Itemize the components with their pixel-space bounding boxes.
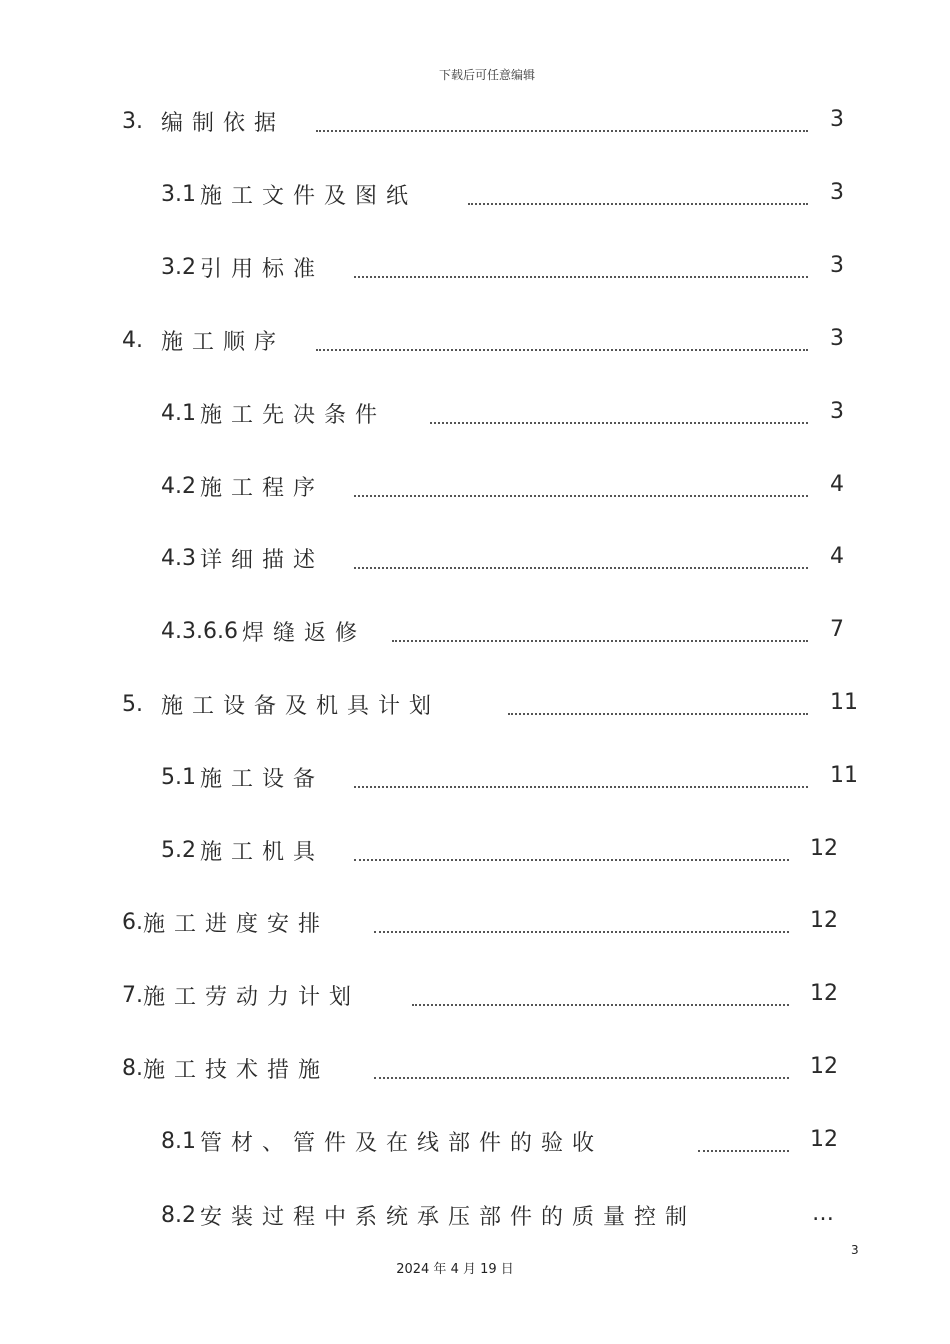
toc-leader — [354, 565, 808, 569]
toc-entry[interactable] — [122, 324, 285, 356]
page-header: 下载后可任意编辑 — [438, 68, 535, 82]
toc-leader — [508, 711, 808, 715]
toc-entry-number: 3.2 — [161, 254, 196, 280]
toc-leader — [468, 201, 808, 205]
toc-leader — [392, 638, 808, 642]
toc-entry-page: 12 — [810, 908, 838, 933]
toc-entry[interactable] — [122, 688, 440, 720]
toc-leader — [430, 420, 808, 424]
toc-entry-number: 5.1 — [161, 764, 196, 790]
toc-entry-page: 3 — [830, 326, 844, 351]
toc-entry-page: 7 — [830, 617, 844, 642]
toc-entry-number: 4.2 — [161, 473, 196, 499]
toc-entry-title: 施工顺序 — [161, 329, 286, 355]
toc-entry-number: 8.1 — [161, 1128, 196, 1154]
toc-entry-title: 施工设备 — [200, 766, 325, 792]
toc-entry-title: 施工先决条件 — [200, 402, 387, 428]
toc-entry-page: 12 — [810, 1054, 838, 1079]
toc-entry-page: 3 — [830, 253, 844, 278]
toc-entry[interactable] — [161, 1125, 603, 1157]
toc-entry[interactable] — [161, 615, 366, 647]
toc-entry-page: 12 — [810, 1127, 838, 1152]
toc-entry[interactable] — [161, 470, 324, 502]
toc-leader — [354, 274, 808, 278]
toc-entry[interactable] — [122, 979, 360, 1011]
toc-leader — [374, 929, 789, 933]
toc-entry-title: 施工机具 — [200, 839, 325, 865]
toc-entry-title: 施工文件及图纸 — [200, 183, 418, 209]
toc-entry-title: 安装过程中系统承压部件的质量控制 — [200, 1204, 697, 1230]
toc-entry-number: 5. — [122, 691, 143, 717]
page-number: 3 — [851, 1243, 859, 1257]
toc-entry-page: 12 — [810, 981, 838, 1006]
page-footer-date: 2024 年 4 月 19 日 — [396, 1262, 514, 1277]
toc-entry-page: 11 — [830, 763, 858, 788]
toc-entry-title: 详细描述 — [200, 547, 325, 573]
toc-entry[interactable] — [122, 105, 285, 137]
toc-entry-title: 引用标准 — [200, 256, 325, 282]
toc-leader — [316, 128, 808, 132]
toc-leader — [354, 857, 789, 861]
toc-entry[interactable] — [161, 834, 324, 866]
toc-entry-title: 施工技术措施 — [143, 1057, 330, 1083]
toc-entry-number: 4.3 — [161, 545, 196, 571]
toc-entry-title: 焊缝返修 — [241, 620, 366, 646]
toc-leader — [374, 1075, 789, 1079]
toc-entry[interactable] — [161, 1199, 696, 1231]
toc-entry-page: 3 — [830, 180, 844, 205]
toc-entry-title: 编制依据 — [161, 110, 286, 136]
toc-leader — [412, 1002, 789, 1006]
toc-entry-page: 4 — [830, 544, 844, 569]
toc-leader — [698, 1148, 789, 1152]
toc-entry-title: 管材、管件及在线部件的验收 — [200, 1130, 604, 1156]
toc-entry-title: 施工程序 — [200, 475, 325, 501]
toc-entry[interactable] — [161, 542, 324, 574]
toc-entry-number: 6. — [122, 909, 143, 935]
toc-entry-number: 3. — [122, 108, 143, 134]
toc-entry[interactable] — [122, 906, 329, 938]
toc-entry-number: 5.2 — [161, 837, 196, 863]
toc-entry-number: 4.3.6.6 — [161, 618, 238, 644]
toc-entry-page: 3 — [830, 399, 844, 424]
toc-leader — [354, 493, 808, 497]
toc-entry-number: 4.1 — [161, 400, 196, 426]
toc-entry-page: 3 — [830, 107, 844, 132]
toc-entry-page: 11 — [830, 690, 858, 715]
toc-entry-page: … — [812, 1201, 834, 1226]
toc-entry-number: 8. — [122, 1055, 143, 1081]
toc-leader — [354, 784, 808, 788]
toc-entry[interactable] — [161, 251, 324, 283]
toc-entry[interactable] — [122, 1052, 329, 1084]
toc-entry[interactable] — [161, 397, 386, 429]
toc-entry-number: 3.1 — [161, 181, 196, 207]
toc-entry-title: 施工进度安排 — [143, 911, 330, 937]
toc-entry[interactable] — [161, 761, 324, 793]
toc-entry-title: 施工设备及机具计划 — [161, 693, 441, 719]
toc-entry[interactable] — [161, 178, 417, 210]
toc-entry-number: 4. — [122, 327, 143, 353]
toc-entry-number: 8.2 — [161, 1202, 196, 1228]
toc-entry-title: 施工劳动力计划 — [143, 984, 361, 1010]
toc-entry-page: 12 — [810, 836, 838, 861]
toc-leader — [316, 347, 808, 351]
toc-entry-number: 7. — [122, 982, 143, 1008]
toc-entry-page: 4 — [830, 472, 844, 497]
